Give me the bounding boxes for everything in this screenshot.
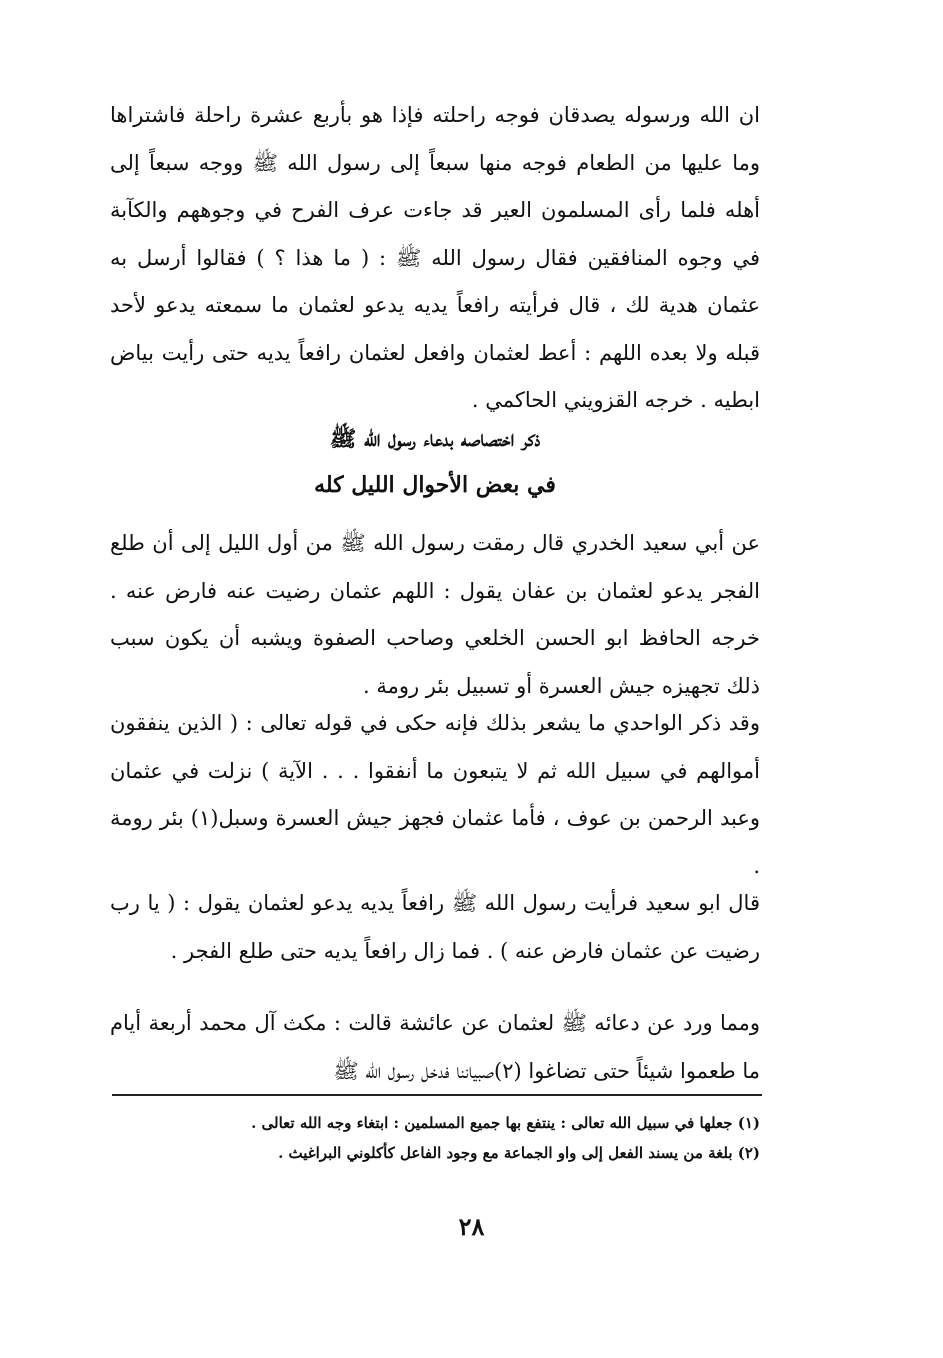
footnotes	[200, 1108, 760, 1168]
paragraph-1	[110, 520, 760, 710]
paragraph-text: قال ابو سعيد فرأيت رسول الله ﷺ رافعاً يديه يدعو لعثمان يقول : ( يا رب رضيت عن عثمان فارض عنه ) . فما زال رافعاً يديه حتى طلع الفجر .	[110, 891, 760, 963]
paragraph-text: ان الله ورسوله يصدقان فوجه راحلته فإذا هو بأربع عشرة راحلة فاشتراها وما عليها من الطعام فوجه منها سبعاً إلى رسول الله ﷺ ووجه سبعاً إلى أهله فلما رأى المسلمون العير قد جاءت عرف الفرح في وجوههم والكآبة في وجوه المنافقين فقال رسول الله ﷺ : ( ما هذا ؟ ) فقالوا أرسل به عثمان هدية لك ، قال فرأيته رافعاً يديه يدعو لعثمان ما سمعته يدعو لأحد قبله ولا بعده اللهم : أعط لعثمان وافعل لعثمان رافعاً يديه حتى رأيت بياض ابطيه . خرجه القزويني الحاكمي .	[110, 103, 760, 412]
footnote-1: (١) جعلها في سبيل الله تعالى : ينتفع بها جميع المسلمين : ابتغاء وجه الله تعالى .	[251, 1114, 760, 1132]
paragraph-2	[110, 700, 760, 890]
paragraph-intro	[110, 92, 760, 425]
heading-line-1: ذكر اختصاصه بدعاء رسول الله ﷺ	[329, 426, 541, 452]
footnote-divider	[112, 1094, 762, 1096]
section-heading	[110, 416, 760, 508]
paragraph-text: ومما ورد عن دعائه ﷺ لعثمان عن عائشة قالت : مكث آل محمد أربعة أيام ما طعموا شيئاً حتى تضاغوا (٢)صبياننا فدخل رسول الله ﷺ	[110, 1011, 760, 1083]
paragraph-text: عن أبي سعيد الخدري قال رمقت رسول الله ﷺ من أول الليل إلى أن طلع الفجر يدعو لعثمان بن عفان يقول : اللهم عثمان رضيت عنه فارض عنه . خرجه الحافظ ابو الحسن الخلعي وصاحب الصفوة ويشبه أن يكون سبب ذلك تجهيزه جيش العسرة أو تسبيل بئر رومة .	[110, 531, 760, 698]
footnote-2: (٢) بلغة من يسند الفعل إلى واو الجماعة مع وجود الفاعل كأكلوني البراغيث .	[278, 1144, 760, 1162]
page-number: ٢٨	[458, 1212, 485, 1241]
paragraph-4	[110, 1000, 760, 1095]
paragraph-3	[110, 880, 760, 975]
paragraph-text: وقد ذكر الواحدي ما يشعر بذلك فإنه حكى في قوله تعالى : ( الذين ينفقون أموالهم في سبيل الله ثم لا يتبعون ما أنفقوا . . . الآية ) نزلت في عثمان وعبد الرحمن بن عوف ، فأما عثمان فجهز جيش العسرة وسبل(١) بئر رومة .	[110, 711, 760, 878]
heading-line-2: في بعض الأحوال الليل كله	[314, 472, 556, 498]
